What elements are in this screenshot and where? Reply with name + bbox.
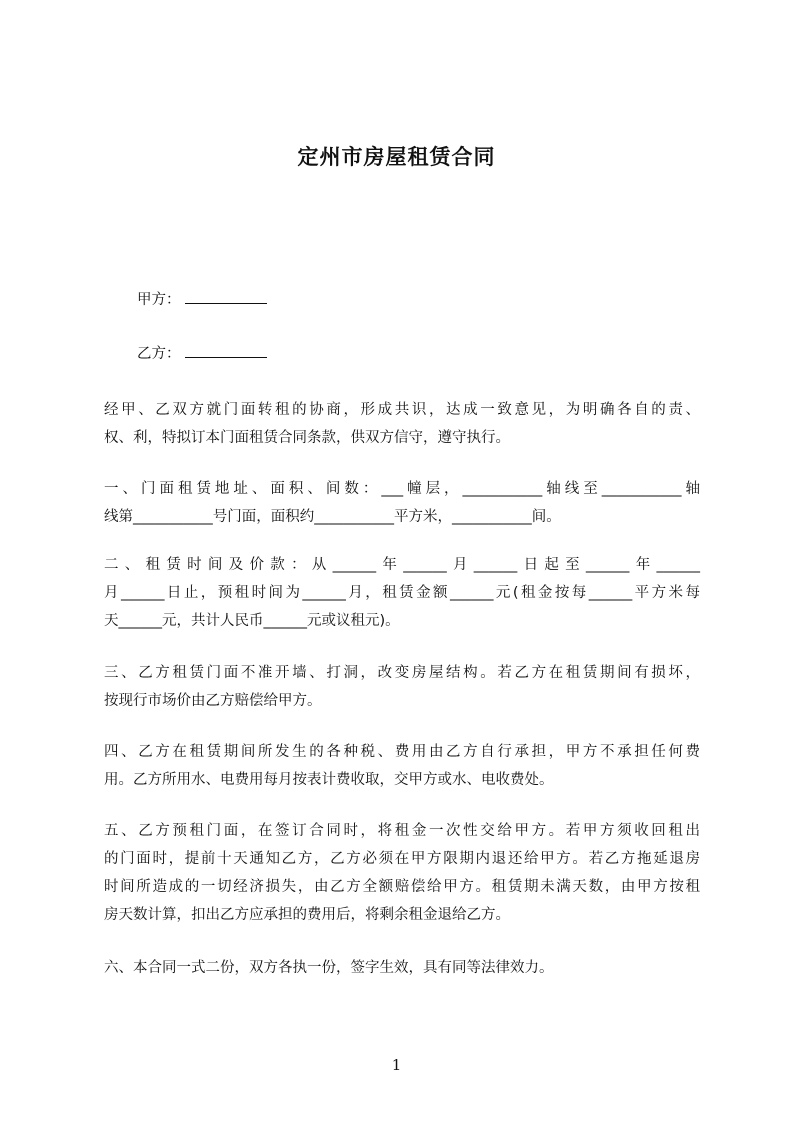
party-a-label: 甲方：: [137, 292, 181, 308]
party-a-blank: [185, 289, 267, 304]
party-b-line: [137, 343, 267, 365]
paragraph-line: 时间所造成的一切经济损失，由乙方全额赔偿给甲方。租赁期未满天数，由甲方按租: [104, 879, 700, 895]
paragraph-line: 线第___________号门面，面积约___________平方米，___________间。: [104, 509, 561, 525]
document-title: 定州市房屋租赁合同: [297, 145, 496, 169]
paragraph-line: 四、乙方在租赁期间所发生的各种税、费用由乙方自行承担，甲方不承担任何费: [104, 744, 700, 760]
clause-2-paragraph: [104, 551, 700, 635]
paragraph-line: 五、乙方预租门面，在签订合同时，将租金一次性交给甲方。若甲方须收回租出: [104, 823, 700, 839]
paragraph-line: 月______日止，预租时间为______月，租赁金额______元(租金按每______平方米每: [104, 585, 700, 601]
clause-5-paragraph: [104, 817, 700, 929]
paragraph-line: 权、利，特拟订本门面租赁合同条款，供双方信守，遵守执行。: [104, 430, 510, 446]
paragraph-line: 房天数计算，扣出乙方应承担的费用后，将剩余租金退给乙方。: [104, 907, 510, 923]
paragraph-line: 的门面时，提前十天通知乙方，乙方必须在甲方限期内退还给甲方。若乙方拖延退房: [104, 851, 700, 867]
paragraph-line: 按现行市场价由乙方赔偿给甲方。: [104, 693, 322, 709]
party-b-label: 乙方：: [137, 346, 181, 362]
party-b-blank: [185, 343, 267, 358]
paragraph-line: 一、门面租赁地址、面积、间数：___幢层，___________轴线至___________轴: [104, 481, 700, 497]
party-a-line: [137, 289, 267, 311]
page-number: 1: [391, 1056, 402, 1074]
paragraph-line: 经甲、乙双方就门面转租的协商，形成共识，达成一致意见，为明确各自的责、: [104, 402, 700, 418]
paragraph-line: 二、租赁时间及价款：从______年______月______日起至______年______: [104, 557, 700, 573]
clause-1-paragraph: [104, 475, 700, 531]
paragraph-line: 六、本合同一式二份，双方各执一份，签字生效，具有同等法律效力。: [104, 960, 554, 976]
intro-paragraph: [104, 396, 700, 452]
paragraph-line: 用。乙方所用水、电费用每月按表计费收取，交甲方或水、电收费处。: [104, 772, 554, 788]
clause-3-paragraph: [104, 659, 700, 715]
clause-4-paragraph: [104, 738, 700, 794]
paragraph-line: 三、乙方租赁门面不准开墙、打洞，改变房屋结构。若乙方在租赁期间有损坏，: [104, 665, 700, 681]
clause-6-paragraph: [104, 954, 700, 982]
paragraph-line: 天______元，共计人民币______元或议租元)。: [104, 613, 400, 629]
